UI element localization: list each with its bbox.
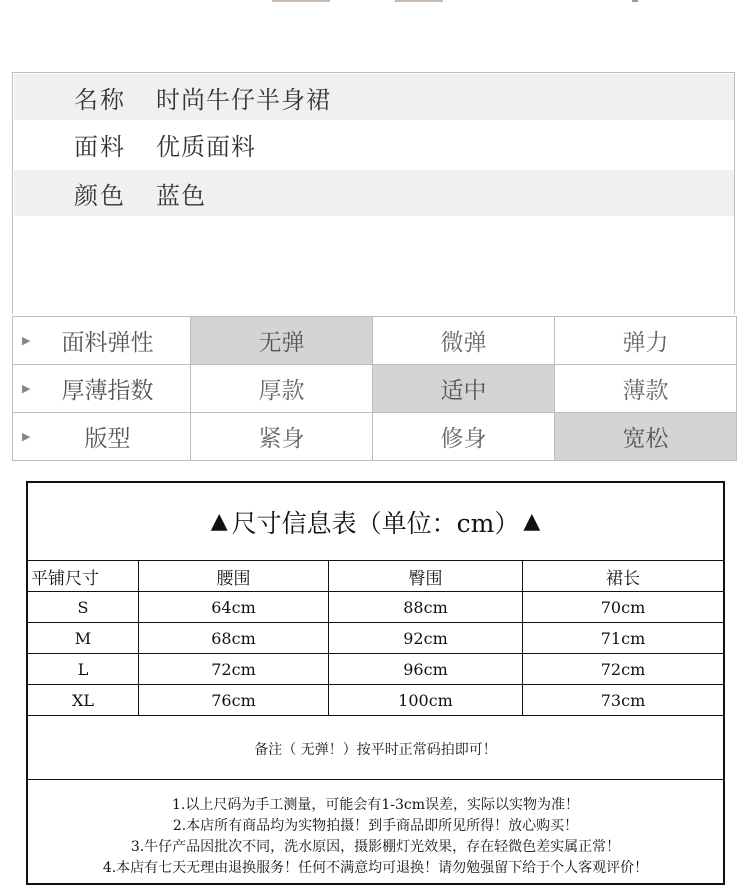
attr-row-header bbox=[12, 365, 191, 412]
attr-row-header bbox=[12, 317, 191, 364]
attr-row-header bbox=[12, 413, 191, 460]
triangle-right-icon: ▶ bbox=[22, 382, 31, 395]
table-cell: 92cm bbox=[329, 623, 523, 653]
size-note: 备注（ 无弹！）按平时正常码拍即可！ bbox=[28, 718, 723, 780]
attr-row-fit bbox=[12, 413, 737, 461]
table-cell: 100cm bbox=[329, 685, 523, 715]
table-cell: 72cm bbox=[600, 659, 646, 679]
info-row-color bbox=[14, 170, 734, 216]
attr-label: 面料弹性 bbox=[61, 330, 154, 356]
info-value: 蓝色 bbox=[156, 181, 206, 210]
attr-option: 微弹 bbox=[373, 317, 555, 364]
table-cell: 64cm bbox=[139, 592, 329, 622]
product-info-box bbox=[12, 72, 735, 314]
table-cell: L bbox=[28, 654, 139, 684]
table-cell: M bbox=[28, 623, 139, 653]
info-row-fabric bbox=[14, 121, 734, 167]
table-cell: 88cm bbox=[329, 592, 523, 622]
size-table-title-text: 尺寸信息表（单位：cm） bbox=[231, 508, 520, 538]
table-row bbox=[28, 685, 723, 716]
attr-option: 紧身 bbox=[191, 413, 373, 460]
attr-option: 修身 bbox=[373, 413, 555, 460]
table-cell: 73cm bbox=[600, 690, 646, 710]
info-label: 颜色 bbox=[74, 181, 126, 210]
table-cell: 76cm bbox=[139, 685, 329, 715]
table-row bbox=[28, 623, 723, 654]
info-value: 优质面料 bbox=[156, 132, 256, 161]
attr-label: 厚薄指数 bbox=[61, 378, 154, 404]
table-cell: 71cm bbox=[600, 628, 646, 648]
attr-option: 弹力 bbox=[555, 317, 737, 364]
info-row-name bbox=[14, 74, 734, 120]
attr-option-selected: 宽松 bbox=[555, 413, 737, 460]
table-row bbox=[28, 592, 723, 623]
attr-row-elasticity bbox=[12, 317, 737, 365]
table-cell: 72cm bbox=[139, 654, 329, 684]
info-label: 面料 bbox=[74, 132, 126, 161]
triangle-right-icon: ▶ bbox=[22, 334, 31, 347]
table-cell: 96cm bbox=[329, 654, 523, 684]
attr-option: 厚款 bbox=[191, 365, 373, 412]
column-header: 臀围 bbox=[329, 561, 523, 591]
attr-option: 薄款 bbox=[555, 365, 737, 412]
column-header: 裙长 bbox=[606, 568, 640, 589]
attribute-grid bbox=[12, 316, 737, 461]
table-row bbox=[28, 654, 723, 685]
triangle-right-icon: ▶ bbox=[22, 430, 31, 443]
attr-option-selected: 适中 bbox=[373, 365, 555, 412]
rule-item: 4.本店有七天无理由退换服务！任何不满意均可退换！请勿勉强留下给于个人客观评价！ bbox=[102, 860, 649, 876]
table-cell: 70cm bbox=[600, 597, 646, 617]
rule-item: 1.以上尺码为手工测量，可能会有1-3cm误差，实际以实物为准！ bbox=[171, 797, 580, 813]
info-value: 时尚牛仔半身裙 bbox=[156, 85, 331, 114]
triangle-up-icon: ▲ bbox=[523, 509, 541, 534]
column-header: 腰围 bbox=[139, 561, 329, 591]
size-table-title bbox=[28, 483, 723, 561]
rule-item: 2.本店所有商品均为实物拍摄！到手商品即所见所得！放心购买！ bbox=[172, 818, 579, 834]
column-header: 平铺尺寸 bbox=[28, 561, 139, 591]
attr-label: 版型 bbox=[84, 426, 131, 452]
rule-item: 3.牛仔产品因批次不同，洗水原因，摄影棚灯光效果，存在轻微色差实属正常！ bbox=[130, 839, 621, 855]
table-cell: S bbox=[28, 592, 139, 622]
table-header-row bbox=[28, 561, 723, 592]
rules-list bbox=[28, 795, 723, 879]
triangle-up-icon: ▲ bbox=[210, 509, 228, 534]
size-info-table bbox=[26, 481, 725, 885]
attr-row-thickness bbox=[12, 365, 737, 413]
attr-option-selected: 无弹 bbox=[191, 317, 373, 364]
top-edge-decoration bbox=[0, 0, 750, 4]
info-label: 名称 bbox=[74, 85, 126, 114]
table-cell: 68cm bbox=[139, 623, 329, 653]
table-cell: XL bbox=[28, 685, 139, 715]
